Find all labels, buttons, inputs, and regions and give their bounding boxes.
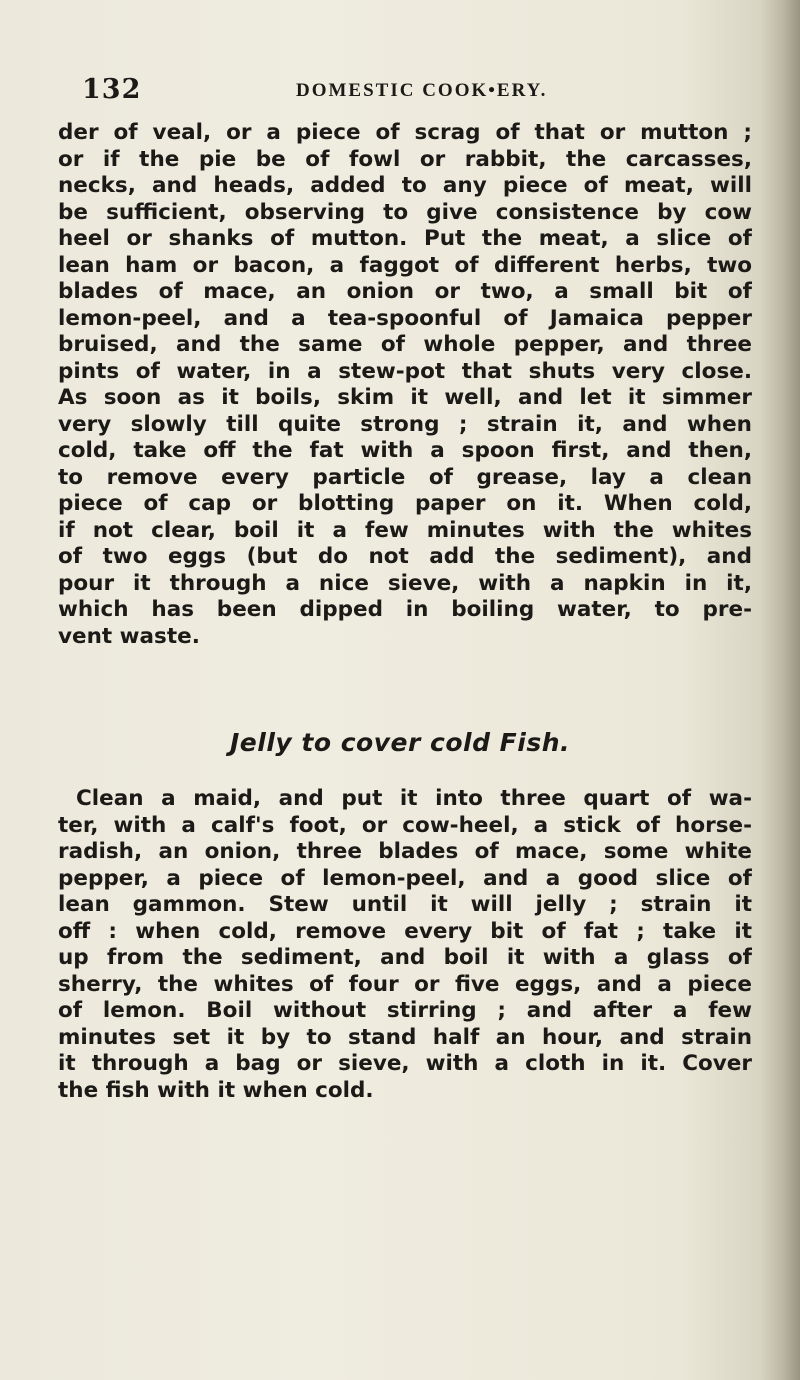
text-line: bruised, and the same of whole pepper, and three [58,332,752,357]
page-header [74,74,714,114]
text-line: cold, take off the fat with a spoon first, and then, [58,438,752,463]
text-line: ter, with a calf's foot, or cow-heel, a stick of horse- [58,812,752,838]
text-line: or if the pie be of fowl or rabbit, the carcasses, [58,146,752,172]
section-heading: Jelly to cover cold Fish. [230,728,570,757]
text-line: heel or shanks of mutton. Put the meat, a slice of [58,226,752,251]
page-number: 132 [82,74,142,105]
text-line: lean ham or bacon, a faggot of different herbs, two [58,252,752,278]
recipe-paragraph-continued [58,120,752,650]
text-line: up from the sediment, and boil it with a glass of [58,945,752,970]
text-line: lemon-peel, and a tea-spoonful of Jamaica pepper [58,305,752,331]
text-line: minutes set it by to stand half an hour, and strain [58,1024,752,1050]
text-line: As soon as it boils, skim it well, and let it simmer [58,385,752,410]
text-line: which has been dipped in boiling water, to pre- [58,597,752,622]
text-line: the fish with it when cold. [58,1077,374,1103]
text-line: be sufficient, observing to give consistence by cow [58,199,752,225]
recipe-paragraph [58,786,752,1104]
text-line: Clean a maid, and put it into three quart of wa- [76,786,752,811]
text-line: to remove every particle of grease, lay a clean [58,464,752,490]
text-line: it through a bag or sieve, with a cloth in it. Cover [58,1051,752,1076]
text-line: necks, and heads, added to any piece of meat, will [58,173,752,198]
running-head: DOMESTIC COOK•ERY. [296,80,548,101]
text-line: vent waste. [58,623,200,649]
text-line: sherry, the whites of four or five eggs, and a piece [58,971,752,997]
text-line: very slowly till quite strong ; strain it, and when [58,411,752,437]
text-line: blades of mace, an onion or two, a small bit of [58,279,752,304]
text-line: off : when cold, remove every bit of fat ; take it [58,918,752,944]
text-line: of lemon. Boil without stirring ; and after a few [58,998,752,1023]
text-line: pour it through a nice sieve, with a napkin in it, [58,570,752,596]
text-line: if not clear, boil it a few minutes with the whites [58,517,752,543]
text-line: lean gammon. Stew until it will jelly ; strain it [58,892,752,917]
text-line: piece of cap or blotting paper on it. When cold, [58,491,752,516]
text-line: pepper, a piece of lemon-peel, and a good slice of [58,865,752,891]
page-edge-shadow [760,0,800,1380]
text-line: of two eggs (but do not add the sediment), and [58,544,752,569]
text-line: pints of water, in a stew-pot that shuts very close. [58,358,752,384]
text-line: radish, an onion, three blades of mace, some white [58,839,752,864]
text-line: der of veal, or a piece of scrag of that or mutton ; [58,120,752,145]
